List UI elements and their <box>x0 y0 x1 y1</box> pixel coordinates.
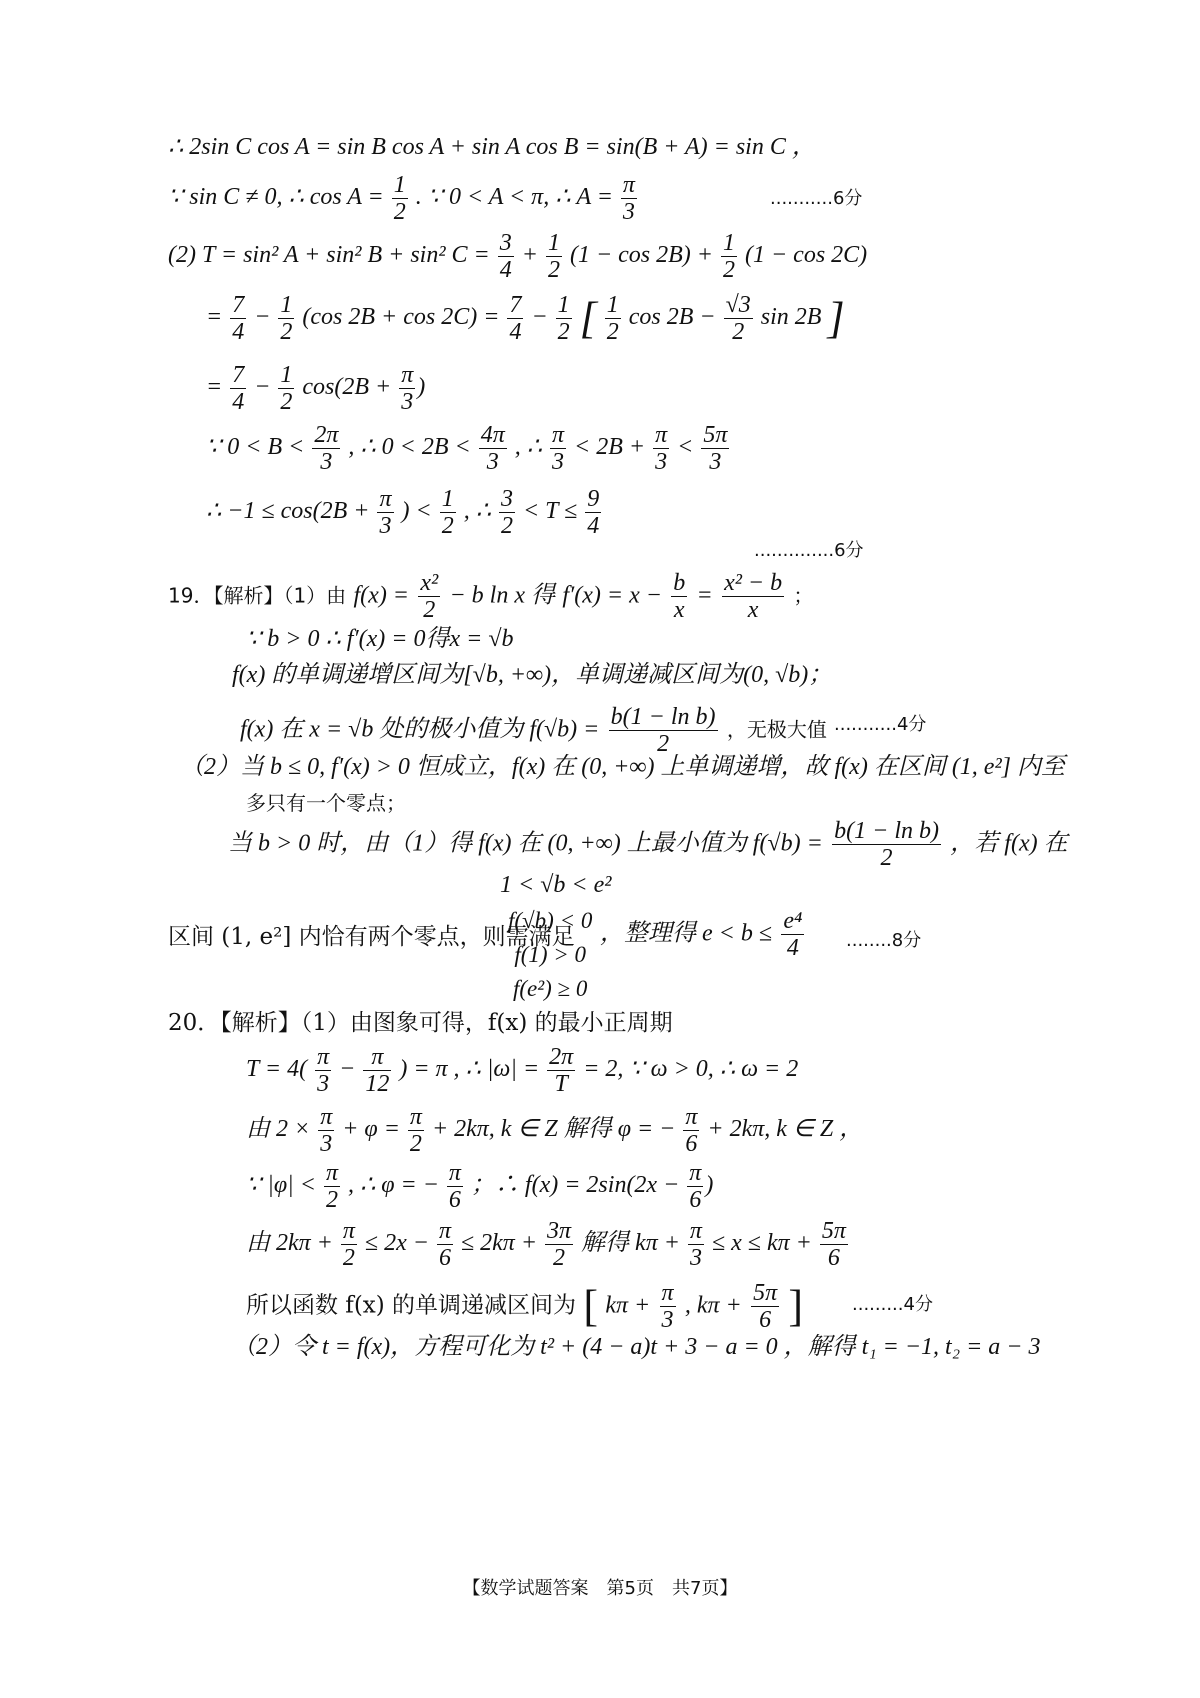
fraction: $\frac{\pi}{3}$ <box>622 172 635 225</box>
score-mark: .........4分 <box>852 1294 933 1315</box>
eq-line-2: ∵ sin C ≠ 0, ∴ cos A = $\frac{1}{2}$ . ∵ 0 < A < π, ∴ A = $\frac{\pi}{3}$ <box>168 172 635 225</box>
q19-inequality: 1 < √b < e² <box>500 872 612 898</box>
q20-decreasing: 由 2kπ + $\frac{\pi}{2}$ ≤ 2x − $\frac{\pi}{6}$ ≤ 2kπ + $\frac{3\pi}{2}$ 解得 kπ + $\frac{\pi}{3}$ ≤ x ≤ kπ + $\frac{5\pi}{6}$ <box>246 1218 846 1271</box>
q20-head: 20．【解析】（1）由图象可得，f(x) 的最小正周期 <box>168 1010 673 1036</box>
q19-part2-line2: 多只有一个零点； <box>246 791 406 815</box>
q19-result: ，整理得 e < b ≤ $\frac{\text{e⁴}}{4}$ <box>600 908 803 961</box>
score-mark: ...........6分 <box>770 188 863 209</box>
eq-line-1: ∴ 2sin C cos A = sin B cos A + sin A cos B = sin(B + A) = sin C ， <box>168 134 816 160</box>
eq-line-3: (2) T = sin² A + sin² B + sin² C = $\frac{3}{4}$ + $\frac{1}{2}$ (1 − cos 2B) + $\frac{1}{2}$ (1 − cos 2C) <box>168 230 868 283</box>
eq-line-7: ∴ −1 ≤ cos(2B + $\frac{\pi}{3}$ ) < $\frac{1}{2}$ , ∴ $\frac{3}{2}$ < T ≤ $\frac{9}{4}$ <box>206 486 600 539</box>
q20-period: T = 4( $\frac{\pi}{3}$ − $\frac{\pi}{12}$ ) = π , ∴ |ω| = $\frac{2\pi}{T}$ = 2, ∵ ω > 0, ∴ ω = 2 <box>246 1044 799 1097</box>
q19-system-label: 区间 (1, e²] 内恰有两个零点，则需满足 <box>168 924 575 950</box>
q20-part2: （2）令 t = f(x)，方程可化为 t² + (4 − a)t + 3 − a = 0 ，解得 t₁ = −1, t₂ = a − 3 <box>232 1334 1041 1360</box>
q19-condition: ∵ b > 0 ∴ f′(x) = 0得x = √b <box>246 626 514 652</box>
q20-phi: 由 2 × $\frac{\pi}{3}$ + φ = $\frac{\pi}{2}$ + 2kπ, k ∈ Z 解得 φ = − $\frac{\pi}{6}$ + 2kπ, k ∈ Z ， <box>246 1104 864 1157</box>
q19-part2-line3: 当 b > 0 时，由（1）得 f(x) 在 (0, +∞) 上最小值为 f(√b) = $\frac{\text{b(1 − ln b)}}{2}$ ，若 f(x) 在 <box>228 818 1068 871</box>
q19-part1: 19．【解析】（1）由 f(x) = $\frac{\text{x²}}{2}$ − b ln x 得 f′(x) = x − $\frac{b}{x}$ = $\frac{\text{x² − b}}{x}$ ； <box>168 570 814 623</box>
score-mark: ..............6分 <box>754 540 864 561</box>
eq-line-4: = $\frac{7}{4}$ − $\frac{1}{2}$ (cos 2B + cos 2C) = $\frac{7}{4}$ − $\frac{1}{2}$ [ $\frac{1}{2}$ cos 2B − $\frac{√3}{2}$ sin 2B ] <box>206 292 845 345</box>
score-mark: ........8分 <box>846 930 922 951</box>
page-footer: 【数学试题答案 第5页 共7页】 <box>462 1578 738 1599</box>
q20-abs: ∵ |φ| < $\frac{\pi}{2}$ , ∴ φ = − $\frac{\pi}{6}$ ；∴ f(x) = 2sin(2x − $\frac{\pi}{6}$ ) <box>246 1160 714 1213</box>
q19-monotonic: f(x) 的单调递增区间为[√b, +∞)，单调递减区间为(0, √b)； <box>232 662 833 688</box>
q19-system: f(√b) < 0 f(1) > 0 f(e²) ≥ 0 <box>508 908 593 1001</box>
q19-extremum: f(x) 在 x = √b 处的极小值为 f(√b) = $\frac{\text{b(1 − ln b)}}{2}$ ，无极大值 <box>240 704 827 757</box>
q19-part2-line1: （2）当 b ≤ 0, f′(x) > 0 恒成立，f(x) 在 (0, +∞) 上单调递增，故 f(x) 在区间 (1, e²] 内至 <box>180 754 1065 780</box>
fraction: $\frac{1}{2}$ <box>393 172 406 225</box>
score-mark: ...........4分 <box>834 714 927 735</box>
eq-line-6: ∵ 0 < B < $\frac{2\pi}{3}$ , ∴ 0 < 2B < $\frac{4\pi}{3}$ , ∴ $\frac{\pi}{3}$ < 2B + $\frac{\pi}{3}$ < $\frac{5\pi}{3}$ <box>206 422 728 475</box>
eq-line-5: = $\frac{7}{4}$ − $\frac{1}{2}$ cos(2B + $\frac{\pi}{3}$ ) <box>206 362 426 415</box>
q20-interval: 所以函数 f(x) 的单调递减区间为 [ kπ + $\frac{\pi}{3}$ , kπ + $\frac{5\pi}{6}$ ] <box>246 1280 804 1333</box>
